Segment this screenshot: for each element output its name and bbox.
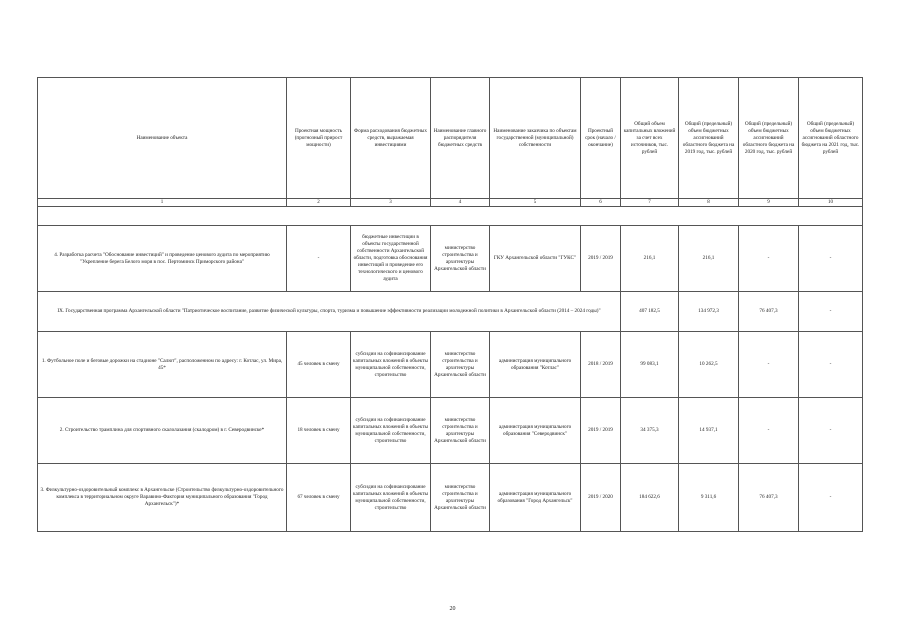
funding-form: субсидии на софинансирование капитальных вложений в объекты муниципальной собственности, строительство bbox=[351, 464, 431, 532]
column-number: 2 bbox=[287, 199, 351, 207]
capacity: - bbox=[287, 226, 351, 292]
volume-2019: 9 311,6 bbox=[679, 464, 739, 532]
customer: администрация муниципального образования "Котлас" bbox=[490, 332, 581, 398]
column-number: 5 bbox=[490, 199, 581, 207]
volume-2021: - bbox=[799, 332, 863, 398]
header-cell: Общий (предельный) объем бюджетных ассигнований областного бюджета на 2020 год, тыс. рублей bbox=[739, 78, 799, 199]
program-total: 407 182,5 bbox=[621, 292, 679, 332]
header-cell: Общий (предельный) объем бюджетных ассигнований областного бюджета на 2021 год, тыс. рублей bbox=[799, 78, 863, 199]
table-row bbox=[38, 332, 863, 398]
customer: ГКУ Архангельской области "ГУКС" bbox=[490, 226, 581, 292]
column-number: 1 bbox=[38, 199, 287, 207]
header-cell: Наименование заказчика по объектам государственной (муниципальной) собственности bbox=[490, 78, 581, 199]
column-number: 6 bbox=[581, 199, 621, 207]
object-name: 4. Разработка расчета "Обоснование инвестиций" и проведение ценового аудита по мероприятию "Укрепление берега Белого моря в пос. Пертоминск Приморского района" bbox=[38, 226, 287, 292]
program-2019: 134 972,3 bbox=[679, 292, 739, 332]
object-name: 1. Футбольное поле и беговые дорожки на стадионе "Салют", расположенном по адресу: г. Котлас, ул. Мира, 45* bbox=[38, 332, 287, 398]
header-row bbox=[38, 78, 863, 199]
total-volume: 34 375,3 bbox=[621, 398, 679, 464]
total-volume: 99 083,1 bbox=[621, 332, 679, 398]
capacity: 45 человек в смену bbox=[287, 332, 351, 398]
program-title: IX. Государственная программа Архангельской области "Патриотическое воспитание, развитие физической культуры, спорта, туризма и повышение эффективности реализации молодежной политики в Архангельской области (2014 – 2024 годы)" bbox=[38, 292, 621, 332]
column-number: 8 bbox=[679, 199, 739, 207]
budget-manager: министерство строительства и архитектуры Архангельской области bbox=[431, 464, 490, 532]
object-name: 2. Строительство трамплина для спортивного скалолазания (скалодром) в г. Северодвинске* bbox=[38, 398, 287, 464]
project-term: 2019 / 2020 bbox=[581, 464, 621, 532]
capacity: 18 человек в смену bbox=[287, 398, 351, 464]
spacer-row bbox=[38, 207, 863, 226]
header-cell: Общий объем капитальных вложений за счет всех источников, тыс. рублей bbox=[621, 78, 679, 199]
table-row bbox=[38, 226, 863, 292]
capacity: 67 человек в смену bbox=[287, 464, 351, 532]
header-cell: Наименование главного распорядителя бюджетных средств bbox=[431, 78, 490, 199]
program-2020: 76 407,3 bbox=[739, 292, 799, 332]
volume-2019: 216,1 bbox=[679, 226, 739, 292]
page-number: 20 bbox=[449, 606, 456, 612]
customer: администрация муниципального образования "Город Архангельск" bbox=[490, 464, 581, 532]
volume-2021: - bbox=[799, 464, 863, 532]
column-number: 9 bbox=[739, 199, 799, 207]
header-cell: Наименование объекта bbox=[38, 78, 287, 199]
funding-form: субсидии на софинансирование капитальных вложений в объекты муниципальной собственности, строительство bbox=[351, 332, 431, 398]
project-term: 2019 / 2019 bbox=[581, 226, 621, 292]
volume-2020: - bbox=[739, 332, 799, 398]
volume-2020: - bbox=[739, 398, 799, 464]
program-2021: - bbox=[799, 292, 863, 332]
volume-2019: 14 937,1 bbox=[679, 398, 739, 464]
column-number: 7 bbox=[621, 199, 679, 207]
program-row bbox=[38, 292, 863, 332]
header-cell: Форма расходования бюджетных средств, выражаемая инвестициями bbox=[351, 78, 431, 199]
spacer-cell bbox=[38, 207, 863, 226]
column-number-row bbox=[38, 199, 863, 207]
project-term: 2019 / 2019 bbox=[581, 398, 621, 464]
table-row bbox=[38, 398, 863, 464]
total-volume: 216,1 bbox=[621, 226, 679, 292]
volume-2020: - bbox=[739, 226, 799, 292]
total-volume: 184 622,6 bbox=[621, 464, 679, 532]
table-row bbox=[38, 464, 863, 532]
header-cell: Проектная мощность (прогнозный прирост мощности) bbox=[287, 78, 351, 199]
capital-investments-table bbox=[37, 77, 863, 532]
object-name: 3. Физкультурно-оздоровительный комплекс в Архангельске (Строительство физкультурно-оздоровительного комплекса в территориальном округе Варавино-Фактория муниципального образования "Город Архангельск")* bbox=[38, 464, 287, 532]
budget-manager: министерство строительства и архитектуры Архангельской области bbox=[431, 398, 490, 464]
volume-2020: 76 407,3 bbox=[739, 464, 799, 532]
column-number: 10 bbox=[799, 199, 863, 207]
customer: администрация муниципального образования "Северодвинск" bbox=[490, 398, 581, 464]
column-number: 3 bbox=[351, 199, 431, 207]
budget-manager: министерство строительства и архитектуры Архангельской области bbox=[431, 332, 490, 398]
header-cell: Общий (предельный) объем бюджетных ассигнований областного бюджета на 2019 год, тыс. рублей bbox=[679, 78, 739, 199]
funding-form: субсидии на софинансирование капитальных вложений в объекты муниципальной собственности, строительство bbox=[351, 398, 431, 464]
volume-2021: - bbox=[799, 226, 863, 292]
funding-form: бюджетные инвестиции в объекты государственной собственности Архангельской области, подготовка обоснования инвестиций и проведение его технологического и ценового аудита bbox=[351, 226, 431, 292]
header-cell: Проектный срок (начало / окончание) bbox=[581, 78, 621, 199]
column-number: 4 bbox=[431, 199, 490, 207]
project-term: 2018 / 2019 bbox=[581, 332, 621, 398]
volume-2019: 10 262,5 bbox=[679, 332, 739, 398]
budget-manager: министерство строительства и архитектуры Архангельской области bbox=[431, 226, 490, 292]
volume-2021: - bbox=[799, 398, 863, 464]
